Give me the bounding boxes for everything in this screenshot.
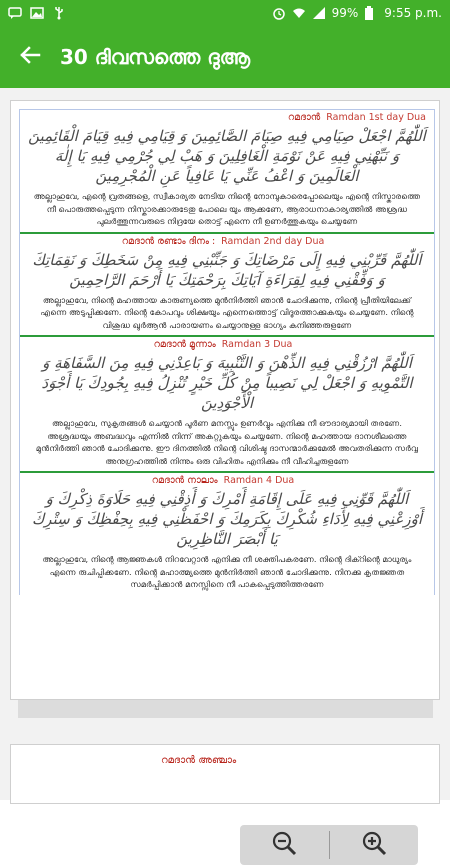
dua-translation: അല്ലാഹുവേ, നിന്റെ മഹത്തായ കാരുണ്യത്തെ മുൻനിർത്തി ഞാൻ ചോദിക്കുന്നു, നിന്റെ പ്രീതിയിലേക്ക് എന്നെ അടുപ്പിക്കണേ. നിന്റെ കോപവും ശിക്ഷയും എന്നെത്തൊട്ട് വിദൂരത്താക്കുകയും ചെയ്യണേ. നിന്റെ വിശുദ്ധ ഖുർആൻ പാരായണം ചെയ്യാനുള്ള ഭാഗ്യം കനിഞ്ഞരുളണേ: [40, 294, 414, 330]
image-icon: [30, 6, 44, 20]
dua-heading-ml: റമദാൻ: [287, 112, 321, 123]
dua-section: [20, 232, 434, 336]
dua-section: [20, 335, 434, 471]
next-document-page: [10, 744, 440, 804]
zoom-out-icon: [271, 830, 297, 860]
zoom-in-icon: [361, 830, 387, 860]
clock: 9:55 p.m.: [384, 5, 442, 20]
dua-translation: അല്ലാഹുവേ, സുകൃതങ്ങൾ ചെയ്യാൻ പൂർണ മനസ്സും ഉണർവ്വും എനിക്കു നീ ഔദാര്യമായി തരണേ. അശ്രദ്ധയും അബദ്ധവും എന്നിൽ നിന്ന് അകറ്റുകയും ചെയ്യണേ. നിന്റെ മഹത്തായ ദാനശീലത്തെ മുൻനിർത്തി ഞാൻ ചോദിക്കുന്നു. ഈ ദിനത്തിൽ നിന്റെ വിശിഷ്ട ദാസന്മാർക്കുമേൽ അവതരിക്കുന്ന സർവ്വ അനുഗ്രഹത്തിൽ നിന്നും ഒരു വിഹിതം എനിക്കും നീ വീഹിച്ചരുളണേ: [35, 418, 419, 466]
zoom-out-button[interactable]: [240, 825, 329, 865]
dua-heading: [20, 110, 434, 124]
alarm-icon: [272, 6, 286, 20]
dua-heading: [20, 234, 434, 248]
dua-translation: അല്ലാഹുവേ, എന്റെ വ്രതങ്ങളെ, സ്വീകാര്യത നേടിയ നിന്റെ നോമ്പുകാരെപ്പോലെയും എന്റെ നിസ്കാരത്തെ നീ പൊരുത്തപ്പെടുന്ന നിസ്കാരക്കാരുടേതു പോലെ യും ആക്കണേ, ആരാധനാകാര്യത്തിൽ അശ്രദ്ധ പുലർത്തുന്നവരുടെ നിദ്രയേ തൊട്ട് എന്നെ നീ ഉണർത്തുകയും ചെയ്യണേ: [33, 191, 421, 226]
dua-arabic-text: اَللّٰهُمَّ قَوِّنِي فِيهِ عَلَى إِقَامَةِ أَمْرِكَ وَ أَذِقْنِي فِيهِ حَلَاوَةَ ذِكْرِكَ وَ أَوْزِعْنِي فِيهِ لِأَدَاءِ شُكْرِكَ بِكَرَمِكَ وَ احْفَظْنِي فِيهِ بِحِفْظِكَ وَ سِتْرِكَ يَا أَبْصَرَ النَّاظِرِينَ: [31, 490, 423, 548]
dua-heading-ml: റമദാൻ മൂന്നാം: [153, 339, 216, 350]
battery-percent: 99%: [331, 5, 359, 20]
dua-heading-en: Ramdan 4 Dua: [223, 475, 295, 486]
wifi-icon: [292, 6, 306, 20]
zoom-in-button[interactable]: [330, 825, 419, 865]
dua-heading: [20, 337, 434, 351]
document-page: [10, 100, 440, 700]
dua-heading-en: Ramdan 1st day Dua: [326, 112, 426, 123]
dua-arabic-text: اَللّٰهُمَّ ارْزُقْنِي فِيهِ الذِّهْنَ وَ التَّنْبِيهَ وَ بَاعِدْنِي فِيهِ مِنَ السَّفَاهَةِ وَ التَّمْوِيهِ وَ اجْعَلْ لِي نَصِيباً مِنْ كُلِّ خَيْرٍ تُنْزِلُ فِيهِ بِجُودِكَ يَا أَجْوَدَ الْأَجْوَدِينَ: [41, 354, 413, 412]
dua-heading-ml: റമദാൻ രണ്ടാം ദിനം :: [121, 235, 216, 247]
dua-heading-en: Ramdan 3 Dua: [221, 339, 293, 350]
dua-list: [19, 109, 435, 595]
app-bar: [0, 25, 450, 88]
back-button[interactable]: [0, 25, 60, 88]
dua-heading-ml: റമദാൻ അഞ്ചാം: [161, 755, 237, 766]
dua-translation: അല്ലാഹുവേ, നിന്റെ ആജ്ഞകൾ നിറവേറ്റാൻ എനിക്കു നീ ശക്തിപകരണേ. നിന്റെ ദിക്റിന്റെ മാധുര്യം എന്നെ രുചിപ്പിക്കണേ. നിന്റെ മഹാത്മ്യത്തെ മുൻനിർത്തി ഞാൻ ചോദിക്കുന്നു. നിനക്കു കൃതജ്ഞത സമർപ്പിക്കാൻ മനസ്സിനെ നീ പാകപ്പെടുത്തിത്തരണേ: [42, 554, 412, 589]
dua-arabic-text: اَللّٰهُمَّ اجْعَلْ صِيَامِي فِيهِ صِيَامَ الصَّائِمِينَ وَ قِيَامِي فِيهِ قِيَامَ الْقَائِمِينَ وَ نَبِّهْنِي فِيهِ عَنْ نَوْمَةِ الْغَافِلِينَ وَ هَبْ لِي جُرْمِي فِيهِ يَا إِلٰهَ الْعَالَمِينَ وَ اعْفُ عَنِّي يَا عَافِياً عَنِ الْمُجْرِمِينَ: [28, 127, 426, 185]
usb-icon: [52, 6, 66, 20]
chat-icon: [8, 6, 22, 20]
dua-heading-en: Ramdan 2nd day Dua: [221, 235, 325, 247]
signal-icon: [312, 6, 326, 20]
status-bar: [0, 0, 450, 25]
dua-arabic-text: اَللّٰهُمَّ قَرِّبْنِي فِيهِ إِلَى مَرْضَاتِكَ وَ جَنِّبْنِي فِيهِ مِنْ سَخَطِكَ وَ نَقِمَاتِكَ وَ وَفِّقْنِي فِيهِ لِقِرَاءَةِ آيَاتِكَ بِرَحْمَتِكَ يَا أَرْحَمَ الرَّاحِمِينَ: [32, 250, 422, 289]
dua-heading: [20, 473, 434, 487]
dua-section: [20, 109, 434, 232]
battery-icon: [364, 6, 378, 20]
arrow-back-icon: [19, 44, 41, 70]
page-footer-bar: [18, 700, 433, 718]
document-viewer[interactable]: [0, 88, 450, 800]
zoom-controls: [240, 825, 418, 865]
dua-heading-ml: റമദാൻ നാലാം: [151, 475, 218, 486]
dua-section: [20, 471, 434, 595]
page-title: 30 ദിവസത്തെ ദുആ: [60, 44, 251, 69]
